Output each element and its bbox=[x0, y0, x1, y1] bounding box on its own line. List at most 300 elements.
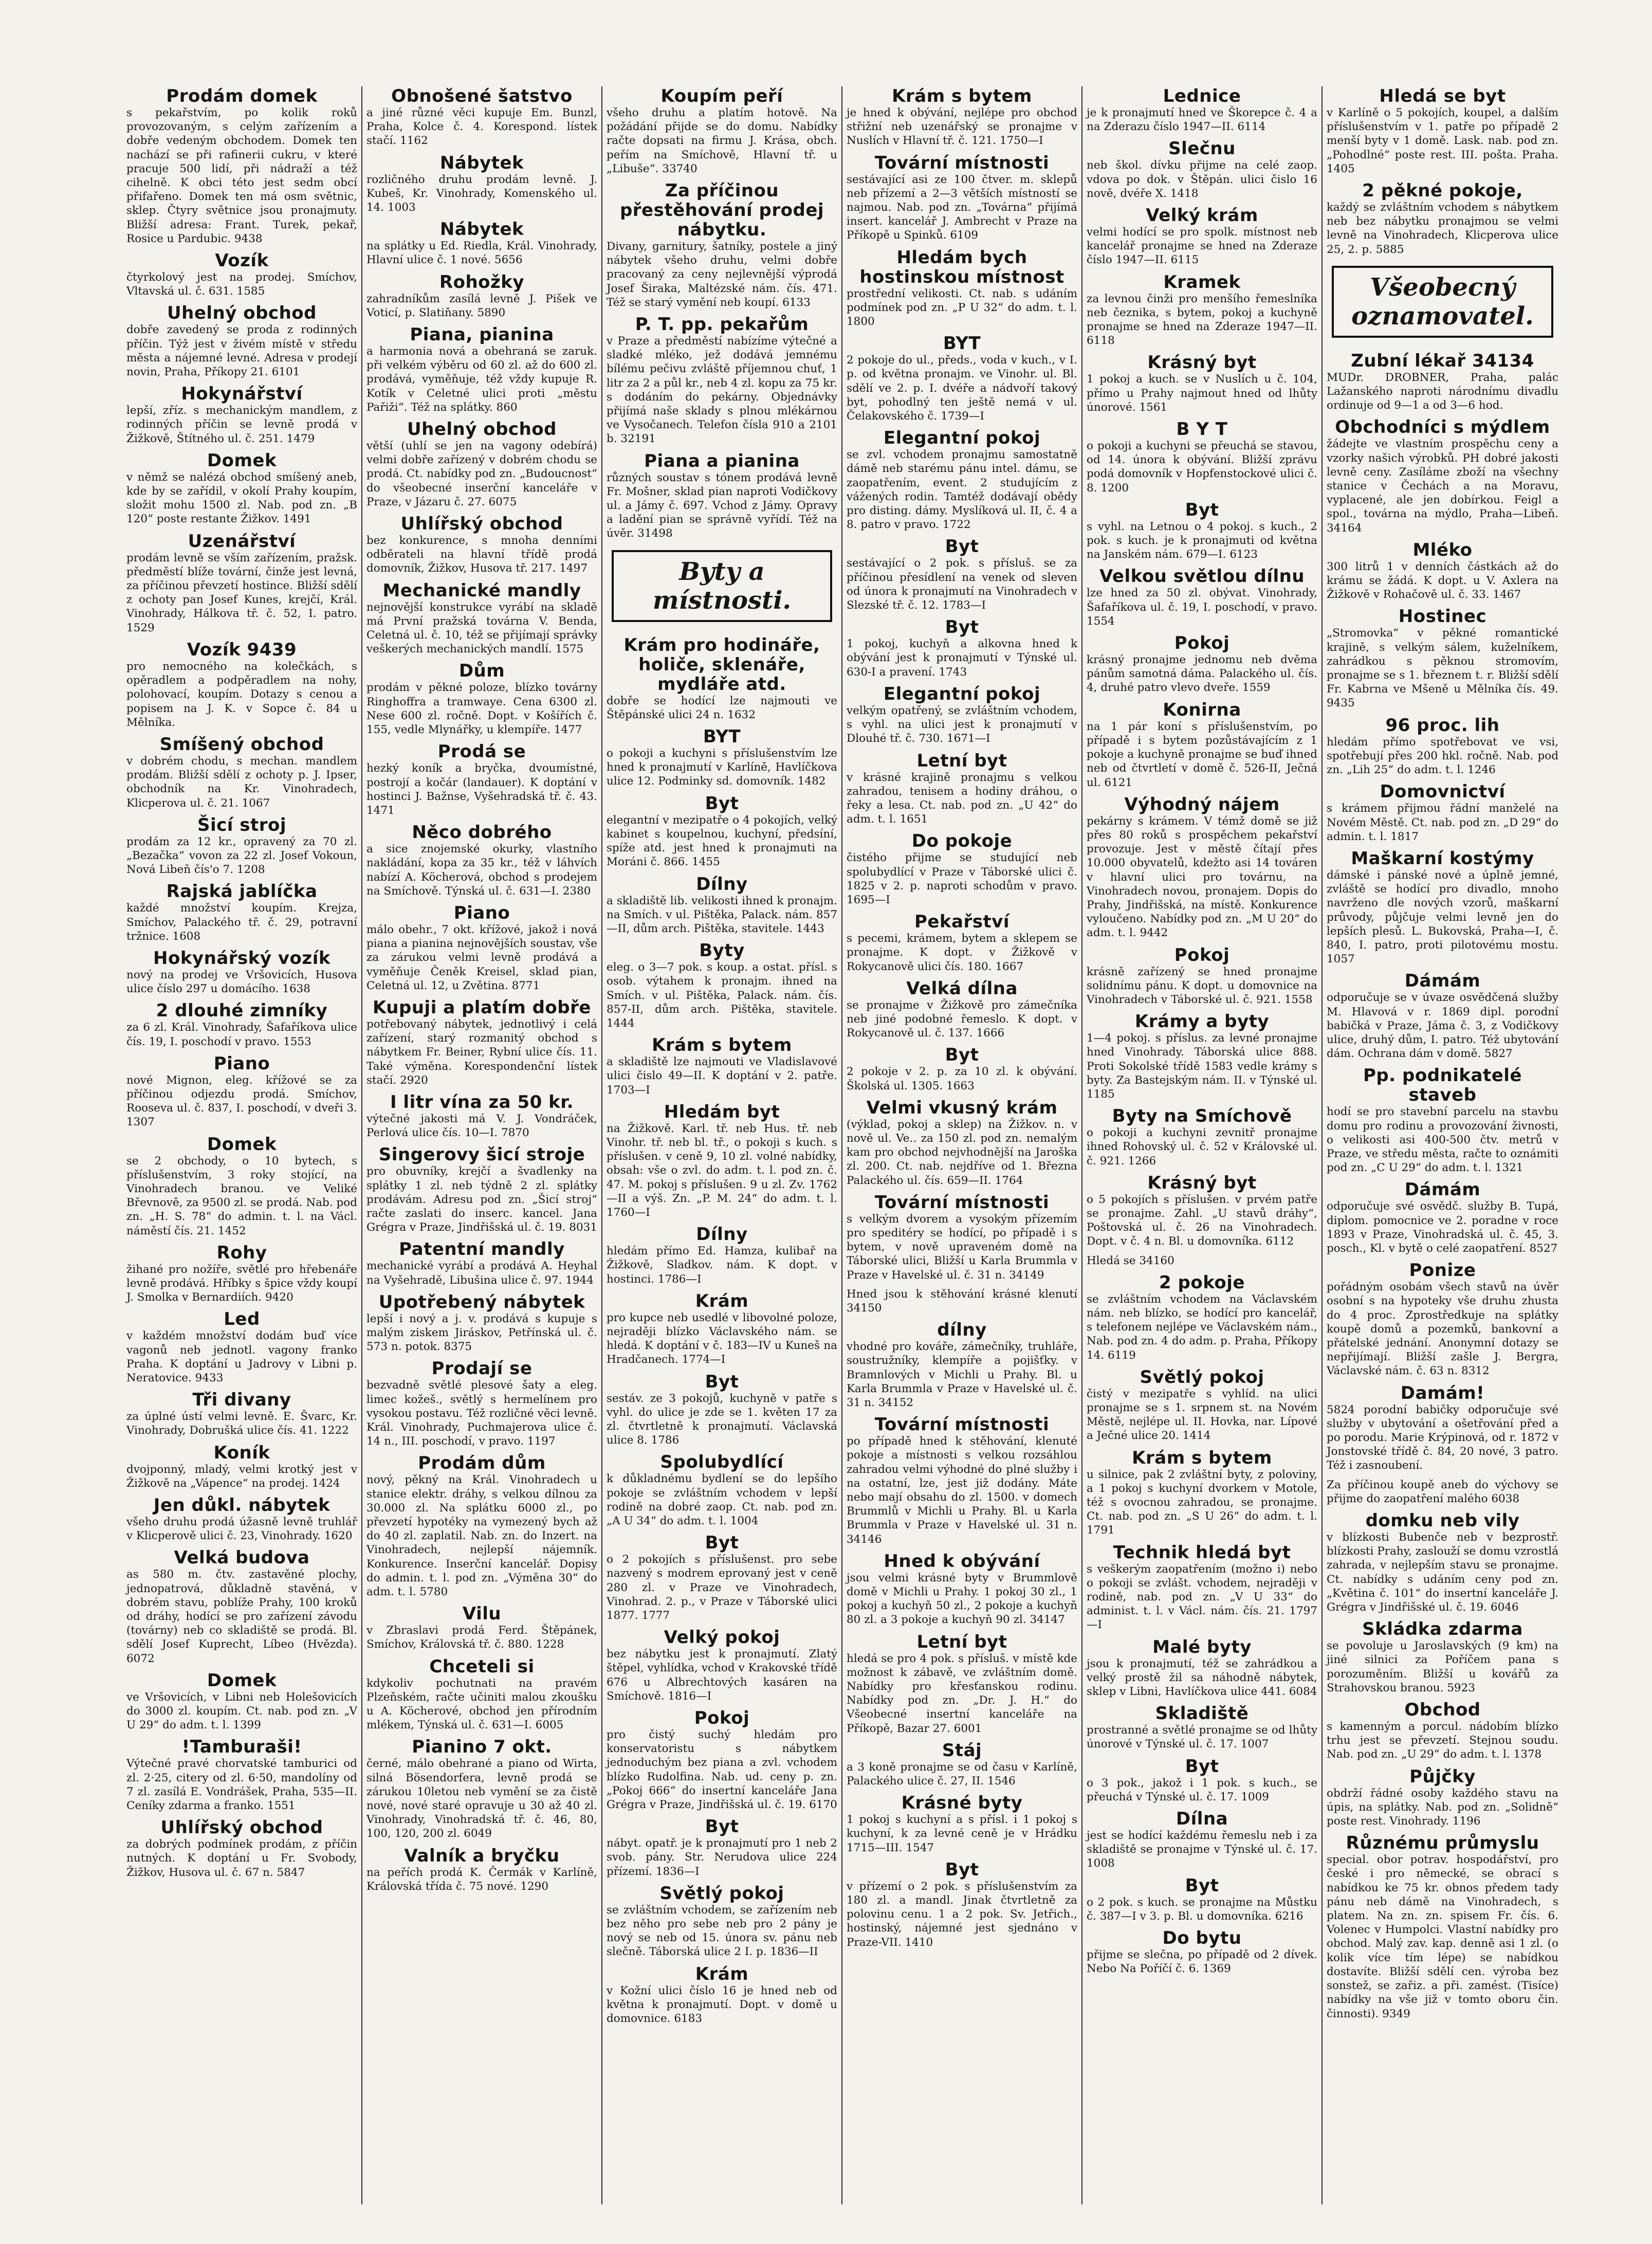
classified-ad bbox=[1087, 419, 1317, 495]
ad-text: hezký koník a bryčka, dvoumístné, postrojí a kočár (landauer). K doptání v hostinci J. Bažnse, Vyšehradská tř. č. 43. 1471 bbox=[366, 762, 597, 817]
classified-ad bbox=[1087, 1106, 1317, 1168]
classified-ad bbox=[1087, 1637, 1317, 1699]
ad-headline: Pekařství bbox=[914, 911, 1010, 933]
classified-ad bbox=[847, 1415, 1077, 1546]
ad-text: a sice znojemské okurky, vlastního nakládání, kopa za 35 kr., též v láhvích nabízí A. Köcherová, obchod s prodejem na Smíchově. Týnská ul. č. 631—I. 2380 bbox=[366, 843, 597, 898]
ad-text: o pokoji a kuchyni s příslušenstvím lze hned k pronajmutí v Karlíně, Havlíčkova ulice 12. Podminky sd. domovník. 1482 bbox=[607, 747, 837, 788]
ad-text: dobře zavedený se proda z rodinných příčin. Týž jest v živém místě v středu města a nájemné levné. Adresa v prodejí novin, Praha, Příkopy 21. 6101 bbox=[126, 323, 357, 379]
ad-text: hledá se pro 4 pok. s přísluš. v místě kde možnost k zábavě, ve zvláštním domě. Nabídky pro křesťanskou rodinu. Nabídky pod zn. „Dr. J. H.“ do Všeobecné insertní kanceláře na Příkopě, Bazar 27. 6001 bbox=[847, 1652, 1077, 1735]
ad-headline: Piana a pianina bbox=[644, 450, 800, 471]
ad-headline: Koník bbox=[213, 1442, 270, 1463]
ad-headline: Byt bbox=[705, 793, 739, 814]
classified-ad bbox=[366, 220, 597, 267]
ad-text: o 3 pok., jakož i 1 pok. s kuch., se přeuchá v Týnské ul. č. 17. 1009 bbox=[1087, 1776, 1317, 1803]
ad-text: pekárny s krámem. V témž domě se již přes 80 roků s prospěchem pekařství provozuje. Jest v městě čítají přes 10.000 obyvatelů, kdežto asi 14 továren v hlavní ulici pro továrnu, na Vinohradech novou, pronajem. Dopis do Prahy, Jindřišská, na místě. Konkurence vyloučeno. Nabídky pod zn. „M U 20“ do adm. t. l. 9442 bbox=[1087, 814, 1317, 940]
classified-ad bbox=[1087, 1704, 1317, 1751]
ad-headline: Koupím peří bbox=[660, 86, 783, 106]
classified-ad bbox=[607, 1628, 837, 1703]
classified-ad bbox=[607, 1035, 837, 1097]
ad-text: 1 pokoj a kuch. se v Nuslích u č. 104, přímo u Prahy najmout hned od lhůty únorové. 1561 bbox=[1087, 373, 1317, 414]
ad-headline: Prodám dům bbox=[418, 1453, 546, 1474]
ad-text: prostranné a světlé pronajme se od lhůty únorové v Týnské ul. č. 17. 1007 bbox=[1087, 1724, 1317, 1751]
ad-text: v blízkosti Bubenče neb v bezprostř. blízkosti Prahy, zaslouží se domu vzrostlá zahrada, v nejlepším stavu se pronajme. Ct. nabídky s udáním ceny pod zn. „Květina č. 101“ do insertní kanceláře J. Grégra v Jindřišské ul. č. 19. 6046 bbox=[1327, 1531, 1558, 1614]
ad-text: v Zbraslavi prodá Ferd. Štěpánek, Smíchov, Královská tř. č. 880. 1228 bbox=[366, 1624, 597, 1651]
ad-text: eleg. o 3—7 pok. s koup. a ostat. přísl. s osob. výtahem k pronajm. ihned na Smích. v ul. Pištěka, Palack. nám. čís. 857-II, dům arch. Pištěka, stavitele. 1444 bbox=[607, 961, 837, 1030]
classified-ad bbox=[1327, 1833, 1558, 2020]
classified-ad bbox=[126, 384, 357, 446]
ad-headline: Do bytu bbox=[1162, 1928, 1242, 1949]
ad-text: prostřední velikosti. Ct. nab. s udáním podmínek pod zn. „P U 32“ do adm. t. l. 1800 bbox=[847, 287, 1077, 329]
ad-text: v každém množství dodám buď více vagonů neb jednotl. vagony franko Praha. K doptání u Jadrovy v Libni p. Neratovice. 9433 bbox=[126, 1329, 357, 1384]
ad-headline: Smíšený obchod bbox=[159, 734, 324, 755]
ad-text: všeho druhu prodá úžasně levně truhlář v Klicperově ulici č. 23, Vinohrady. 1620 bbox=[126, 1516, 357, 1543]
ad-text: (výklad, pokoj a sklep) na Žižkov. n. v nově ul. Ve.. za 150 zl. pod zn. nemalým kam pro obchod nejvhodnější na Jaroška zl. 200. Ct. nab. nejdříve od 1. Března Palackého ul. čís. 659—II. 1764 bbox=[847, 1118, 1077, 1187]
classified-ad bbox=[1327, 1066, 1558, 1175]
ad-text: jest se hodící každému řemeslu neb i za skladiště se pronajme v Týnské ul. č. 17. 1008 bbox=[1087, 1829, 1317, 1870]
ad-text: rozličného druhu prodám levně. J. Kubeš, Kr. Vinohrady, Komenského ul. 14. 1003 bbox=[366, 173, 597, 214]
classified-ad bbox=[1327, 351, 1558, 413]
ad-text: v Kožní ulici číslo 16 je hned neb od května k pronajmutí. Dopt. v domě u domovnice. 6183 bbox=[607, 1984, 837, 2026]
classified-ad bbox=[126, 735, 357, 810]
ad-text: 1 pokoj, kuchyň a alkovna hned k obývání jest k pronajmutí v Týnské ul. 630-I a pravení. 1743 bbox=[847, 637, 1077, 679]
ad-text: pro kupce neb usedlé v libovolné poloze, nejraději blízko Václavského nám. se hledá. K doptání v č. 183—IV u Kuneš na Hradčanech. 1774—I bbox=[607, 1311, 837, 1366]
ad-headline: Prodají se bbox=[431, 1358, 533, 1379]
classified-ad bbox=[607, 181, 837, 309]
classified-ad bbox=[126, 1309, 357, 1385]
ad-headline: Velký pokoj bbox=[664, 1627, 780, 1648]
ad-headline: Zubní lékař 34134 bbox=[1351, 350, 1534, 371]
classified-ad bbox=[126, 1671, 357, 1732]
ad-headline: Šicí stroj bbox=[197, 814, 287, 835]
ad-headline: Byty na Smíchově bbox=[1112, 1106, 1292, 1127]
ad-text: o 5 pokojích s příslušen. v prvém patře se pronajme. Zahl. „U stavů dráhy“, Poštovská ul. č. 26 na Vinohradech. Dopt. v č. 4 n. Bl. u domovníka. 6112 bbox=[1087, 1193, 1317, 1248]
ad-text: Divany, garnitury, šatníky, postele a jiný nábytek všeho druhu, velmi dobře pracovaný za ceny nejlevnější výprodá Josef Širaka, Maltézské nám. čís. 471. Též se starý vymění neb koupí. 6133 bbox=[607, 240, 837, 309]
ad-headline: Vilu bbox=[462, 1603, 502, 1625]
ad-text: a skladiště lib. velikosti ihned k pronajm. na Smích. v ul. Pištěka, Palack. nám. 857—II, dům arch. Pištěka, stavitele. 1443 bbox=[607, 894, 837, 935]
ad-text: obdrží řádné osoby každého stavu na úpis, na splátky. Nab. pod zn. „Solidně“ poste rest. Vinohrady. 1196 bbox=[1327, 1786, 1558, 1828]
ad-headline: Byt bbox=[1185, 1875, 1219, 1896]
ad-headline: Tovární místnosti bbox=[874, 152, 1050, 173]
classified-ad bbox=[607, 1102, 837, 1219]
classified-ad bbox=[366, 823, 597, 898]
ad-text: za levnou činži pro menšího řemeslníka neb čeznika, s bytem, pokoj a kuchyně pronajme se hned na Zderaze 1947—II. 6118 bbox=[1087, 292, 1317, 348]
ad-text: všeho druhu a platím hotově. Na požádání přijde se do domu. Nabídky račte dopsati na firmu J. Krása, obch. peřím na Smíchově, Hlavní tř. u „Libuše“. 33740 bbox=[607, 106, 837, 175]
ad-text: Hned jsou k stěhování krásné klenutí 34150 bbox=[847, 1287, 1077, 1315]
classified-ad bbox=[847, 537, 1077, 612]
classified-ad bbox=[607, 1817, 837, 1878]
classified-ad bbox=[847, 248, 1077, 329]
ad-headline: Malé byty bbox=[1152, 1636, 1252, 1657]
ad-text: s vyhl. na Letnou o 4 pokoj. s kuch., 2 pok. s kuch. je k pronajmuti od května na Janském nám. 679—I. 6123 bbox=[1087, 520, 1317, 561]
ad-text: v němž se nalézá obchod smíšený aneb, kde by se zařídil, v okolí Prahy koupím, složit mohu 1500 zl. Nab. pod zn. „B 120“ poste restante Žižkov. 1491 bbox=[126, 470, 357, 526]
classified-ad bbox=[366, 742, 597, 817]
ad-headline: Krámy a byty bbox=[1134, 1011, 1270, 1032]
ad-text: na splátky u Ed. Riedla, Král. Vinohrady, Hlavní ulice č. 1 nové. 5656 bbox=[366, 240, 597, 267]
classified-ad bbox=[607, 1291, 837, 1367]
ad-text: „Stromovka“ v pěkné romantické krajině, s velkým sálem, kuželníkem, zahrádkou s pěknou stromovím, pronajme se s 1. březnem t. r. Bližší sdělí Fr. Kabrna ve Mšeně u Mělníka čís. 49. 9435 bbox=[1327, 627, 1558, 710]
classified-ad bbox=[126, 948, 357, 996]
ad-text: sestávající asi ze 100 čtver. m. sklepů neb přízemí a 2—3 větších místností se najmou. Nab. pod zn. „Továrna“ přijímá insert. kancelář J. Ambrecht v Praze na Příkopě u Spinků. 6109 bbox=[847, 173, 1077, 242]
ad-text: pro obuvníky, krejčí a švadlenky na splátky 1 zl. neb týdně 2 zl. splátky prodávám. Adresu pod zn. „Šicí stroj“ račte zaslati do inserc. kancel. Jana Grégra v Praze, Jindřišská ul. č. 19. 8031 bbox=[366, 1165, 597, 1234]
ad-text: je hned k obývání, nejlépe pro obchod střižní neb uzenářský se pronajme v Nuslích v Hlavní tř. č. 121. 1750—I bbox=[847, 106, 1077, 148]
classified-ad bbox=[126, 303, 357, 379]
classified-ad bbox=[1087, 86, 1317, 134]
ad-headline: Byt bbox=[945, 536, 979, 557]
classified-ad bbox=[366, 1846, 597, 1893]
classified-ad bbox=[1327, 1700, 1558, 1762]
ad-text: special. obor potrav. hospodářství, pro české i pro německé, se obrací s nabídkou ke 75 kr. obnos předem tady pánu neb dámě na Vinohradech, s platem. Na zn. zn. spisem Fr. čís. 6. Volenec v Humpolci. Vlastní nabídky pro obchod. Malý zav. kap. denně asi 1 zl. (o kolik více tím lépe) se nabídkou dostavíte. Bližší sdělí cen. výroba bez sonstež, se zařiz. a při. zamést. (Tisíce) nabídky na vše již v tomto oboru čin. činnosti). 9349 bbox=[1327, 1853, 1558, 2020]
ad-headline: Kupuji a platím dobře bbox=[373, 997, 591, 1018]
ad-headline: dílny bbox=[937, 1320, 987, 1341]
classified-ad bbox=[1327, 86, 1558, 176]
classified-ad bbox=[1087, 567, 1317, 628]
ad-headline: Krám s bytem bbox=[892, 86, 1032, 106]
ad-headline: Dům bbox=[458, 661, 505, 682]
classified-ad bbox=[126, 251, 357, 298]
ad-text: a skladiště lze najmouti ve Vladislavové ulici čislo 49—II. K doptání v 2. patře. 1703—I bbox=[607, 1055, 837, 1097]
classified-ad bbox=[607, 635, 837, 722]
classified-ad bbox=[847, 1632, 1077, 1736]
ad-headline: Piana, pianina bbox=[410, 324, 554, 345]
ad-headline: Velká dílna bbox=[906, 978, 1018, 999]
ad-text: černé, málo obehrané a piano od Wirta, silná Bösendorfera, levně prodá se zárukou 10letou neb vymění se za čistě nové, nové staré opravuje u 30 až 40 zl. Vinohrady, Vinohradská tř. č. 46, 80, 100, 120, 200 zl. 6049 bbox=[366, 1757, 597, 1840]
classified-ad bbox=[607, 1225, 837, 1286]
ad-headline: Stáj bbox=[942, 1740, 982, 1761]
ad-text: za 6 zl. Král. Vinohrady, Šafaříkova ulice čís. 19, I. poschodí v pravo. 1553 bbox=[126, 1021, 357, 1048]
classified-ad bbox=[847, 1860, 1077, 1949]
ad-text: ve Vršovicích, v Libni neb Holešovicích do 3000 zl. koupím. Ct. nab. pod zn. „V U 29“ do adm. t. l. 1399 bbox=[126, 1690, 357, 1732]
ad-headline: BYT bbox=[703, 726, 741, 747]
ad-headline: Uzenářství bbox=[188, 531, 296, 552]
classified-ad bbox=[1087, 945, 1317, 1007]
ad-headline: Maškarní kostýmy bbox=[1351, 848, 1534, 869]
ad-headline: Světlý pokoj bbox=[659, 1883, 784, 1904]
classified-ad bbox=[1087, 633, 1317, 695]
classified-ad bbox=[1087, 353, 1317, 414]
ad-headline: Půjčky bbox=[1409, 1766, 1476, 1787]
ad-headline: Jen důkl. nábytek bbox=[153, 1495, 331, 1516]
ad-headline: Letní byt bbox=[916, 1631, 1007, 1652]
classified-ad bbox=[847, 1045, 1077, 1092]
ad-text: prodám levně se vším zařízením, pražsk. předměstí blíže tovární, činže jest levná, za příčinou převzetí hostince. Bližší sdělí z ochoty pan Josef Kunes, krejčí, Král. Vinohrady, Hálkova tř. č. 52, I. patro. 1529 bbox=[126, 551, 357, 634]
classified-ad bbox=[126, 1001, 357, 1048]
classified-ad bbox=[607, 727, 837, 789]
ad-headline: Vozík 9439 bbox=[187, 639, 297, 660]
ad-headline: BYT bbox=[943, 333, 981, 354]
classified-ad bbox=[847, 684, 1077, 746]
ad-text: sestáv. ze 3 pokojů, kuchyně v patře s vyhl. do ulice je zde se 1. květen 17 za zl. čtvrtletně k pronajmutí. Václavská ulice 8. 1786 bbox=[607, 1392, 837, 1447]
column-2 bbox=[362, 86, 602, 2204]
classified-ad bbox=[366, 1359, 597, 1448]
ad-headline: P. T. pp. pekařům bbox=[635, 314, 809, 335]
ad-headline: Prodám domek bbox=[166, 86, 318, 106]
section-header bbox=[612, 550, 832, 622]
classified-ad bbox=[607, 941, 837, 1030]
ad-text: krásně zařízený se hned pronajme solidnímu pánu. K dopt. u domovnice na Vinohradech v Táborské ul. č. 921. 1558 bbox=[1087, 965, 1317, 1006]
classified-ad bbox=[1087, 1273, 1317, 1362]
ad-headline: Chceteli si bbox=[429, 1656, 535, 1677]
classified-ad bbox=[847, 1793, 1077, 1855]
ad-text: čtyrkolový jest na prodej. Smíchov, Vltavská ul. č. 631. 1585 bbox=[126, 271, 357, 298]
classified-ad bbox=[1087, 1543, 1317, 1632]
ad-headline: Dílny bbox=[696, 1224, 748, 1245]
ad-headline: Obnošené šatstvo bbox=[391, 86, 573, 106]
ad-text: pro nemocného na kolečkách, s opěradlem a podpěradlem na nohy, polohovací, koupím. Dotazy s cenou a popisem na J. K. v Sopce č. 84 u Mělníka. bbox=[126, 660, 357, 729]
ad-text: prodám v pěkné poloze, blízko továrny Ringhoffra a tramwaye. Cena 6300 zl. Nese 600 zl. ročně. Dopt. v Košířích č. 155, vedle Mlynářky, u klempíře. 1477 bbox=[366, 681, 597, 737]
ad-headline: Byt bbox=[705, 1533, 739, 1554]
ad-text: o pokoji a kuchyni zevnitř pronajme ihned Rohovský ul. č. 52 v Královské ul. č. 921. 1266 bbox=[1087, 1126, 1317, 1167]
ad-headline: Do pokoje bbox=[911, 831, 1013, 852]
ad-headline: Pp. podnikatelé staveb bbox=[1363, 1065, 1522, 1106]
ad-headline: I litr vína za 50 kr. bbox=[390, 1091, 574, 1112]
classified-ad bbox=[366, 272, 597, 320]
ad-headline: 96 proc. lih bbox=[1385, 715, 1500, 736]
ad-headline: Hokynářský vozík bbox=[153, 947, 331, 969]
classified-ad bbox=[1327, 607, 1558, 710]
classified-ad bbox=[1327, 1180, 1558, 1255]
classified-ad bbox=[1087, 1448, 1317, 1538]
ad-headline: Krásný byt bbox=[1147, 352, 1257, 373]
classified-ad bbox=[1087, 1809, 1317, 1871]
classified-ad bbox=[366, 1145, 597, 1234]
ad-text: lepší i nový a j. v. prodává s kupuje s malým ziskem Jiráskov, Petřínská ul. č. 573 n. potok. 8375 bbox=[366, 1312, 597, 1354]
column-6 bbox=[1323, 86, 1563, 2204]
ad-headline: Hned k obývání bbox=[884, 1550, 1040, 1572]
ad-headline: Světlý pokoj bbox=[1140, 1366, 1264, 1388]
column-1 bbox=[122, 86, 362, 2204]
classified-columns bbox=[122, 86, 1563, 2204]
ad-headline: Krám pro hodináře, holiče, sklenáře, mydláře atd. bbox=[623, 634, 820, 695]
ad-text: s veškerým zaopatřením (možno i) nebo o pokoji se zvlášt. vchodem, nejraději v rodině, nab. pod zn. „V U 33“ do administ. t. l. v Václ. nám. čís. 21. 1797—I bbox=[1087, 1562, 1317, 1632]
ad-text: žádejte ve vlastním prospěchu ceny a vzorky našich výrobků. PH dobré jakosti levně ceny. Zasíláme zboží na všechny stanice v Čechách a na Moravu, vyplacené, ale jen dobírkou. Feigl a spol., továrna na mýdlo, Praha—Libeň. 34164 bbox=[1327, 437, 1558, 535]
classified-ad bbox=[1327, 181, 1558, 257]
ad-text: nejnovější konstrukce vyrábí na skladě má První pražská továrna V. Benda, Celetná ul. č. 10, též se přijímají správky veškerých mechanických mandlí. 1575 bbox=[366, 600, 597, 656]
ad-headline: Domovnictví bbox=[1380, 781, 1506, 802]
classified-ad bbox=[847, 617, 1077, 679]
classified-ad bbox=[126, 1818, 357, 1880]
ad-text: sestávající o 2 pok. s přísluš. se za příčinou přesídlení na venek od sleven od února k pronajmutí na Vinohradech v Slezské tř. č. 12. 1783—I bbox=[847, 557, 1077, 612]
column-5 bbox=[1082, 86, 1323, 2204]
ad-text: Výtečné pravé chorvatské tamburici od zl. 2·25, citery od zl. 6·50, mandolíny od 7 zl. zasílá E. Vondrášek, Praha, 535—II. Ceníky zdarma a franko. 1551 bbox=[126, 1757, 357, 1813]
ad-text: za úplné ústí velmi levně. E. Švarc, Kr. Vinohrady, Dobrušká ulice čís. 41. 1222 bbox=[126, 1410, 357, 1437]
classified-ad bbox=[126, 1135, 357, 1238]
ad-headline: Ponize bbox=[1409, 1260, 1476, 1281]
classified-ad bbox=[126, 1443, 357, 1490]
classified-ad bbox=[847, 831, 1077, 907]
classified-ad bbox=[126, 1495, 357, 1543]
ad-text: 2 pokoje v 2. p. za 10 zl. k obývání. Školská ul. 1305. 1663 bbox=[847, 1065, 1077, 1092]
ad-headline: Tovární místnosti bbox=[874, 1414, 1050, 1435]
ad-text: se zvláštním vchodem na Václavském nám. neb blízko, se hodící pro kancelář, s telefonem nejlépe ve Václavském nám., Nab. pod zn. 4 do adm. p. Praha, Příkopy 14. 6119 bbox=[1087, 1292, 1317, 1362]
ad-text: odporučuje se v úvaze osvědčená služby M. Hlavová v r. 1869 dipl. porodní babičká v Praze, Jáma č. 3, z Vodičkovy ulice, druhý dům, I. patro. Též ubytování dám. Ochrana dám v domě. 5827 bbox=[1327, 991, 1558, 1061]
ad-headline: Dámám bbox=[1404, 971, 1481, 992]
ad-text: 1—4 pokoj. s příslus. za levné pronajme hned Vinohrady. Táborská ulice 888. Proti Sokolské třídě 1583 vedle krámy s byty. Za Bastejským nám. II. v Týnské ul. 1185 bbox=[1087, 1032, 1317, 1101]
classified-ad bbox=[847, 751, 1077, 827]
ad-headline: Za příčinou přestěhování prodej nábytku. bbox=[619, 180, 824, 241]
ad-text: je k pronajmutí hned ve Škorepce č. 4 a na Zderazu číslo 1947—II. 6114 bbox=[1087, 106, 1317, 134]
ad-text: v krásné krajině pronajmu s velkou zahradou, tenisem a hodiny dráhou, o řeky a lesa. Ct. nab. pod zn. „U 42“ do adm. t. l. 1651 bbox=[847, 771, 1077, 826]
classified-ad bbox=[126, 1243, 357, 1305]
ad-text: se zvl. vchodem pronajmu samostatně dámě neb starému pánu intel. dámu, se zaopatřením, event. 2 studujícím z vážených rodin. Tamtéž dodávají obědy pro disting. dámy. Myslíková ul. II, č. 4 a 8. patro v pravo. 1722 bbox=[847, 448, 1077, 532]
classified-ad bbox=[366, 514, 597, 576]
classified-ad bbox=[366, 1292, 597, 1354]
ad-text: pořádným osobám všech stavů na úvěr osobní s na hypoteky vše druhu zhusta do 4 proc. Zprostředkuje na splátky koupě domů a pozemků, bankovní a přátelské jednání. Anonymní dotazy se nepřijímají. Bližší zašle J. Bergra, Václavské nám. č. 63 n. 8312 bbox=[1327, 1281, 1558, 1378]
classified-ad bbox=[1087, 206, 1317, 267]
ad-headline: Krám s bytem bbox=[1132, 1447, 1272, 1468]
classified-ad bbox=[847, 428, 1077, 532]
ad-text: nové Mignon, eleg. křížové se za příčinou odjezdu prodá. Smíchov, Rooseva ul. č. 837, I. poschodí, v dveři 3. 1307 bbox=[126, 1073, 357, 1129]
ad-text: a harmonia nová a obehraná se zaruk. při velkém výběru od 60 zl. až do 600 zl. prodává, vyměňuje, též vždy kupuje R. Kotík v Celetné ulici proti „městu Pařiži“. Též na splátky. 860 bbox=[366, 345, 597, 414]
classified-ad bbox=[1327, 417, 1558, 535]
classified-ad bbox=[847, 1193, 1077, 1282]
ad-headline: Velká budova bbox=[174, 1547, 310, 1568]
ad-headline: Rohy bbox=[216, 1242, 267, 1263]
ad-text: a jiné různé věci kupuje Em. Bunzl, Praha, Kolce č. 4. Korespond. lístek stačí. 1162 bbox=[366, 106, 597, 148]
ad-headline: Lednice bbox=[1163, 86, 1241, 106]
ad-headline: Upotřebený nábytek bbox=[378, 1291, 585, 1312]
ad-text: velkým opatřený, se zvláštním vchodem, s vyhl. na ulici jest k pronajmutí v Dlouhé tř. č. 730. 1671—I bbox=[847, 704, 1077, 745]
ad-text: hledám přímo Ed. Hamza, kulibař na Žižkově, Sladkov. nám. K dopt. v hostinci. 1786—I bbox=[607, 1245, 837, 1286]
ad-headline: Obchod bbox=[1404, 1700, 1481, 1721]
ad-headline: Byt bbox=[945, 1859, 979, 1880]
ad-headline: Vozík bbox=[215, 250, 269, 271]
ad-text: odporučuje své osvědč. služby B. Tupá, diplom. pomocnice ve 2. poradne v roce 1893 v Praze, Vinohradská ul. č. 45, 3. posch., Kl. v bytě o celé zaopatření. 8527 bbox=[1327, 1200, 1558, 1255]
ad-headline: Byt bbox=[945, 1045, 979, 1066]
classified-ad bbox=[847, 1552, 1077, 1627]
ad-text: prodám za 12 kr., opravený za 70 zl. „Bezačka“ vovon za 22 zl. Josef Vokoun, Nová Libeň čís'o 7. 1208 bbox=[126, 835, 357, 877]
classified-ad bbox=[1087, 1876, 1317, 1923]
ad-headline: Nábytek bbox=[439, 152, 524, 173]
ad-headline: Hokynářství bbox=[181, 384, 303, 405]
column-4 bbox=[842, 86, 1082, 2204]
classified-ad bbox=[366, 998, 597, 1087]
ad-headline: Dílna bbox=[1176, 1809, 1228, 1830]
ad-text: čistý v mezipatře s vyhlíd. na ulici pronajme se s 1. srpnem st. na Novém Městě, nejlépe ul. II. Hovka, nar. Lípové a Ječné ulice 20. 1414 bbox=[1087, 1387, 1317, 1443]
ad-text: nový na prodej ve Vršovicích, Husova ulice číslo 297 u domácího. 1638 bbox=[126, 968, 357, 996]
classified-ad bbox=[366, 1657, 597, 1732]
ad-headline: Nábytek bbox=[439, 219, 524, 240]
ad-headline: Velkou světlou dílnu bbox=[1099, 566, 1305, 587]
ad-text: za dobrých podmínek prodám, z příčin nutných. K doptání u Fr. Svobody, Žižkov, Husova ul. č. 67 n. 5847 bbox=[126, 1838, 357, 1879]
ad-text: lepší, zříz. s mechanickým mandlem, z rodinných příčin se levně prodá v Žižkově, Štítného ul. č. 251. 1479 bbox=[126, 404, 357, 445]
ad-text: zahradníkům zasílá levně J. Pišek ve Voticí, p. Slatiňany. 5890 bbox=[366, 292, 597, 319]
classified-ad bbox=[366, 86, 597, 148]
ad-headline: Pokoj bbox=[1174, 944, 1230, 965]
ad-text: s krámem přijmou řádní manželé na Novém Městě. Ct. nab. pod zn. „D 29“ do admin. t. l. 1817 bbox=[1327, 802, 1558, 843]
ad-text: každý se zvláštním vchodem s nábytkem neb bez nábytku pronajmou se velmi levně na Vinohradech, Klicperova ulice 25, 2. p. 5885 bbox=[1327, 201, 1558, 256]
ad-headline: 2 pěkné pokoje, bbox=[1362, 180, 1523, 202]
ad-text: MUDr. DROBNER, Praha, palác Lažanského naproti národnímu divadlu ordinuje od 9—1 a od 3—6 hod. bbox=[1327, 371, 1558, 412]
ad-headline: Valník a bryčku bbox=[404, 1845, 560, 1866]
ad-text: čistého přijme se studující neb spolubydlící v Praze v Táborské ulici č. 1825 v 2. p. naproti schodům v pravo. 1695—I bbox=[847, 851, 1077, 906]
classified-ad bbox=[847, 1098, 1077, 1188]
classified-ad bbox=[126, 1737, 357, 1813]
classified-ad bbox=[126, 1390, 357, 1437]
ad-headline: Slečnu bbox=[1168, 138, 1236, 159]
ad-headline: Singerovy šicí stroje bbox=[378, 1144, 585, 1165]
ad-headline: Byt bbox=[945, 617, 979, 638]
ad-headline: Domek bbox=[207, 450, 277, 471]
ad-text: k důkladnému bydlení se do lepšího pokoje se zvláštním vchodem v lepší rodině na dobré zaop. Ct. nab. pod zn. „A U 34“ do adm. t. l. 1004 bbox=[607, 1472, 837, 1527]
ad-text: s kamenným a porcul. nádobím blízko trhu jest se převzetí. Stejnou soudu. Nab. pod zn. „U 29“ do adm. t. l. 1378 bbox=[1327, 1720, 1558, 1761]
classified-ad bbox=[847, 86, 1077, 148]
classified-ad bbox=[1087, 700, 1317, 790]
ad-text: větší (uhlí se jen na vagony odebírá) velmi dobře zařízený v dobrém chodu se prodá. Ct. nabídky pod zn. „Budoucnost“ do všeobecné inserční kanceláře v Praze, v Jázaru č. 27. 6075 bbox=[366, 440, 597, 508]
ad-headline: Kramek bbox=[1163, 271, 1241, 293]
ad-headline: Hledám bych hostinskou místnost bbox=[859, 247, 1064, 287]
ad-text: kdykoliv pochutnati na pravém Plzeňském, račte učiniti malou zkoušku u A. Köcherové, obchod jen přírodním mlékem, Týnská ul. č. 631—I. 6005 bbox=[366, 1676, 597, 1732]
classified-ad bbox=[1327, 1511, 1558, 1614]
ad-headline: Rajská jablíčka bbox=[166, 881, 318, 902]
ad-text: Hledá se 34160 bbox=[1087, 1254, 1174, 1267]
classified-ad bbox=[847, 1320, 1077, 1410]
classified-ad bbox=[126, 1548, 357, 1665]
classified-ad bbox=[366, 419, 597, 509]
ad-headline: Letní byt bbox=[916, 750, 1007, 771]
ad-headline: Výhodný nájem bbox=[1124, 794, 1280, 815]
section-title: Byty a místnosti. bbox=[652, 557, 792, 615]
ad-text: bezvadně světlé plesové šaty a eleg. limec kožeš., světlý s hermelínem pro vysokou postavu. Též rozličné věci levně. Král. Vinohrady, Puchmajerova ulice č. 14 n., III. poschodí, v pravo. 1197 bbox=[366, 1379, 597, 1448]
classified-ad bbox=[1087, 139, 1317, 200]
ad-headline: Elegantní pokoj bbox=[883, 683, 1041, 704]
classified-ad bbox=[126, 640, 357, 729]
ad-text: a 3 koně pronajme se od času v Karlíně, Palackého ulice č. 27, II. 1546 bbox=[847, 1760, 1077, 1788]
ad-headline: Něco dobrého bbox=[412, 822, 552, 843]
ad-headline: Elegantní pokoj bbox=[883, 428, 1041, 449]
ad-headline: Byty bbox=[699, 940, 745, 961]
ad-headline: 2 pokoje bbox=[1159, 1272, 1245, 1293]
ad-headline: Byt bbox=[1185, 499, 1219, 520]
ad-text: nový, pěkný na Král. Vinohradech u stanice elektr. dráhy, s velkou dílnou za 30.000 zl. Na splátku 6000 zl., po převzetí hypotéky na vymezený bych až do 40 zl. zaplatil. Nab. zn. do Inzert. na Vinohradech, nejlepší nájemník. Konkurence. Inserční kancelář. Dopisy do admin. t. l. pod zn. „Výměna 30“ do adm. t. l. 5780 bbox=[366, 1473, 597, 1599]
classified-ad bbox=[126, 86, 357, 246]
ad-text: každé množství koupím. Krejza, Smíchov, Palackého tř. č. 29, potravní tržnice. 1608 bbox=[126, 902, 357, 943]
ad-text: potřebovaný nábytek, jednotlivý i celá zařízení, starý rozmanitý obchod s nábytkem Fr. Beiner, Rybní ulice čís. 11. Také výměna. Korespondenční lístek stačí. 2920 bbox=[366, 1017, 597, 1087]
ad-headline: Tři divany bbox=[192, 1390, 291, 1411]
ad-text: elegantní v mezipatře o 4 pokojích, velký kabinet s koupelnou, kuchyní, předsíní, spíže atd. jest hned k pronajmuti na Moráni č. 866. 1455 bbox=[607, 813, 837, 869]
ad-headline: Krám s bytem bbox=[652, 1035, 792, 1056]
ad-text: výtečné jakosti má V. J. Vondráček, Perlová ulice čís. 10—I. 7870 bbox=[366, 1112, 597, 1140]
classified-ad bbox=[1327, 540, 1558, 602]
classified-ad bbox=[366, 153, 597, 215]
ad-headline: Velký krám bbox=[1146, 205, 1258, 226]
classified-ad bbox=[847, 153, 1077, 243]
ad-text: 5824 porodní babičky odporučuje své služby v ubytování a ošetřování před a po porodu. Marie Krýpinová, od r. 1872 v Jonstovské třídě č. 84, 20 nové, 3 patro. Též i zasnoubení. bbox=[1327, 1403, 1558, 1472]
ad-text: dobře se hodící lze najmouti ve Štěpánské ulici 24 n. 1632 bbox=[607, 694, 837, 721]
classified-ad bbox=[607, 1533, 837, 1622]
classified-ad bbox=[847, 334, 1077, 423]
classified-ad bbox=[1087, 1928, 1317, 1976]
ad-text: nábyt. opatř. je k pronajmutí pro 1 neb 2 svob. pány. Str. Nerudova ulice 224 přízemí. 1836—I bbox=[607, 1837, 837, 1878]
ad-headline: Domek bbox=[207, 1134, 277, 1155]
classified-ad bbox=[1087, 500, 1317, 562]
ad-headline: Velmi vkusný krám bbox=[866, 1097, 1058, 1118]
ad-headline: Patentní mandly bbox=[399, 1239, 565, 1260]
ad-headline: Tovární místnosti bbox=[874, 1192, 1050, 1213]
ad-text: jsou k pronajmutí, též se zahrádkou a velký prostě žil sa náhodně nábytek, sklep v Libni, Havlíčkova ulice 441. 6084 bbox=[1087, 1657, 1317, 1699]
ad-headline: Různému průmyslu bbox=[1346, 1833, 1539, 1854]
ad-text: vhodné pro kováře, zámečníky, truhláře, soustružníky, klempíře a pojišťky. v Bramnlových v Michli u Prahy. Bl. u Karla Brummla v Praze v Havelské ul. č. 31 n. 34152 bbox=[847, 1340, 1077, 1409]
ad-headline: Krám bbox=[695, 1290, 749, 1311]
ad-headline: Krásný byt bbox=[1147, 1172, 1257, 1193]
classified-ad bbox=[126, 451, 357, 526]
ad-text: 1 pokoj s kuchyní a s přísl. i 1 pokoj s kuchyní, k za levné ceně je v Hrádku 1715—III. 1547 bbox=[847, 1813, 1077, 1854]
ad-headline: Skládka zdarma bbox=[1362, 1619, 1523, 1640]
ad-headline: Pokoj bbox=[1174, 633, 1230, 654]
ad-headline: Mechanické mandly bbox=[382, 580, 581, 601]
classified-ad bbox=[1327, 716, 1558, 777]
ad-headline: Konirna bbox=[1163, 699, 1241, 720]
ad-headline: Uhelný obchod bbox=[407, 419, 557, 440]
